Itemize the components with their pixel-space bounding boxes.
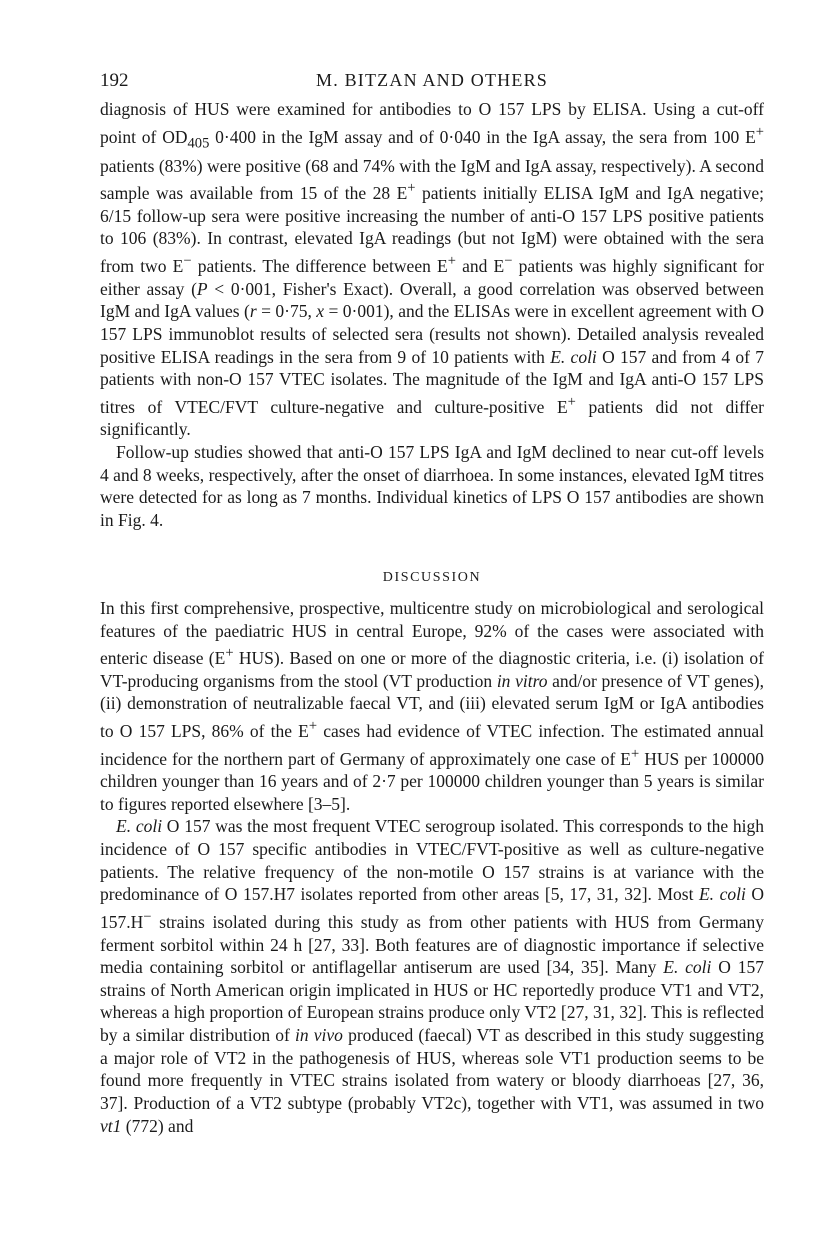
discussion-text xyxy=(100,597,764,1137)
results-paragraph-2: Follow-up studies showed that anti-O 157 LPS IgA and IgM declined to near cut-off levels 4 and 8 weeks, respectively, after the onset of diarrhoea. In some instances, elevated IgM titres were detected for as long as 7 months. Individual kinetics of LPS O 157 antibodies are shown in Fig. 4. xyxy=(100,442,764,530)
running-head: M. BITZAN AND OTHERS xyxy=(315,70,548,90)
discussion-paragraph-1: In this first comprehensive, prospective, multicentre study on microbiological and serological features of the paediatric HUS in central Europe, 92% of the cases were associated with enteric disease (E+ HUS). Based on one or more of the diagnostic criteria, i.e. (i) isolation of VT-producing organisms from the stool (VT production in vitro and/or presence of VT genes), (ii) demonstration of neutralizable faecal VT, and (iii) elevated serum IgM or IgA antibodies to O 157 LPS, 86% of the E+ cases had evidence of VTEC infection. The estimated annual incidence for the northern part of Germany of approximately one case of E+ HUS per 100000 children younger than 16 years and of 2·7 per 100000 children younger than 5 years is similar to figures reported elsewhere [3–5]. xyxy=(100,598,765,814)
results-paragraph-1: diagnosis of HUS were examined for antibodies to O 157 LPS by ELISA. Using a cut-off point of $OD_{405}$ 0·400 in the IgM assay and of 0·040 in the IgA assay, the sera from 100 E+ patients (83%) were positive (68 and 74% with the IgM and IgA assay, respectively). A second sample was available from 15 of the 28 E+ patients initially ELISA IgM and IgA negative; 6/15 follow-up sera were positive increasing the number of anti-O 157 LPS positive patients to 106 (83%). In contrast, elevated IgA readings (but not IgM) were obtained with the sera from two E− patients. The difference between E+ and E− patients was highly significant for either assay (P < 0·001, Fisher's Exact). Overall, a good correlation was observed between IgM and IgA values (r = 0·75, x = 0·001), and the ELISAs were in excellent agreement with O 157 LPS immunoblot results of selected sera (results not shown). Detailed analysis revealed positive ELISA readings in the sera from 9 of 10 patients with E. coli O 157 and from 4 of 7 patients with non-O 157 VTEC isolates. The magnitude of the IgM and IgA anti-O 157 LPS titres of VTEC/FVT culture-negative and culture-positive E+ patients did not differ significantly. xyxy=(100,99,765,440)
results-text xyxy=(100,98,764,532)
page-header xyxy=(100,70,764,96)
page-number: 192 xyxy=(100,70,129,91)
section-heading: DISCUSSION xyxy=(382,570,482,585)
discussion-paragraph-2: E. coli O 157 was the most frequent VTEC serogroup isolated. This corresponds to the high incidence of O 157 specific antibodies in VTEC/FVT-positive as well as culture-negative patients. The relative frequency of the non-motile O 157 strains is at variance with the predominance of O 157.H7 isolates reported from other areas [5, 17, 31, 32]. Most E. coli O 157.H− strains isolated during this study as from other patients with HUS from Germany ferment sorbitol within 24 h [27, 33]. Both features are of diagnostic importance if selective media containing sorbitol or antiflagellar antiserum are used [34, 35]. Many E. coli O 157 strains of North American origin implicated in HUS or HC reportedly produce VT1 and VT2, whereas a high proportion of European strains produce only VT2 [27, 31, 32]. This is reflected by a similar distribution of in vivo produced (faecal) VT as described in this study suggesting a major role of VT2 in the pathogenesis of HUS, whereas sole VT1 production seems to be found more frequently in VTEC strains isolated from watery or bloody diarrhoeas [27, 36, 37]. Production of a VT2 subtype (probably VT2c), together with VT1, was assumed in two vt1 (772) and xyxy=(100,816,764,1136)
